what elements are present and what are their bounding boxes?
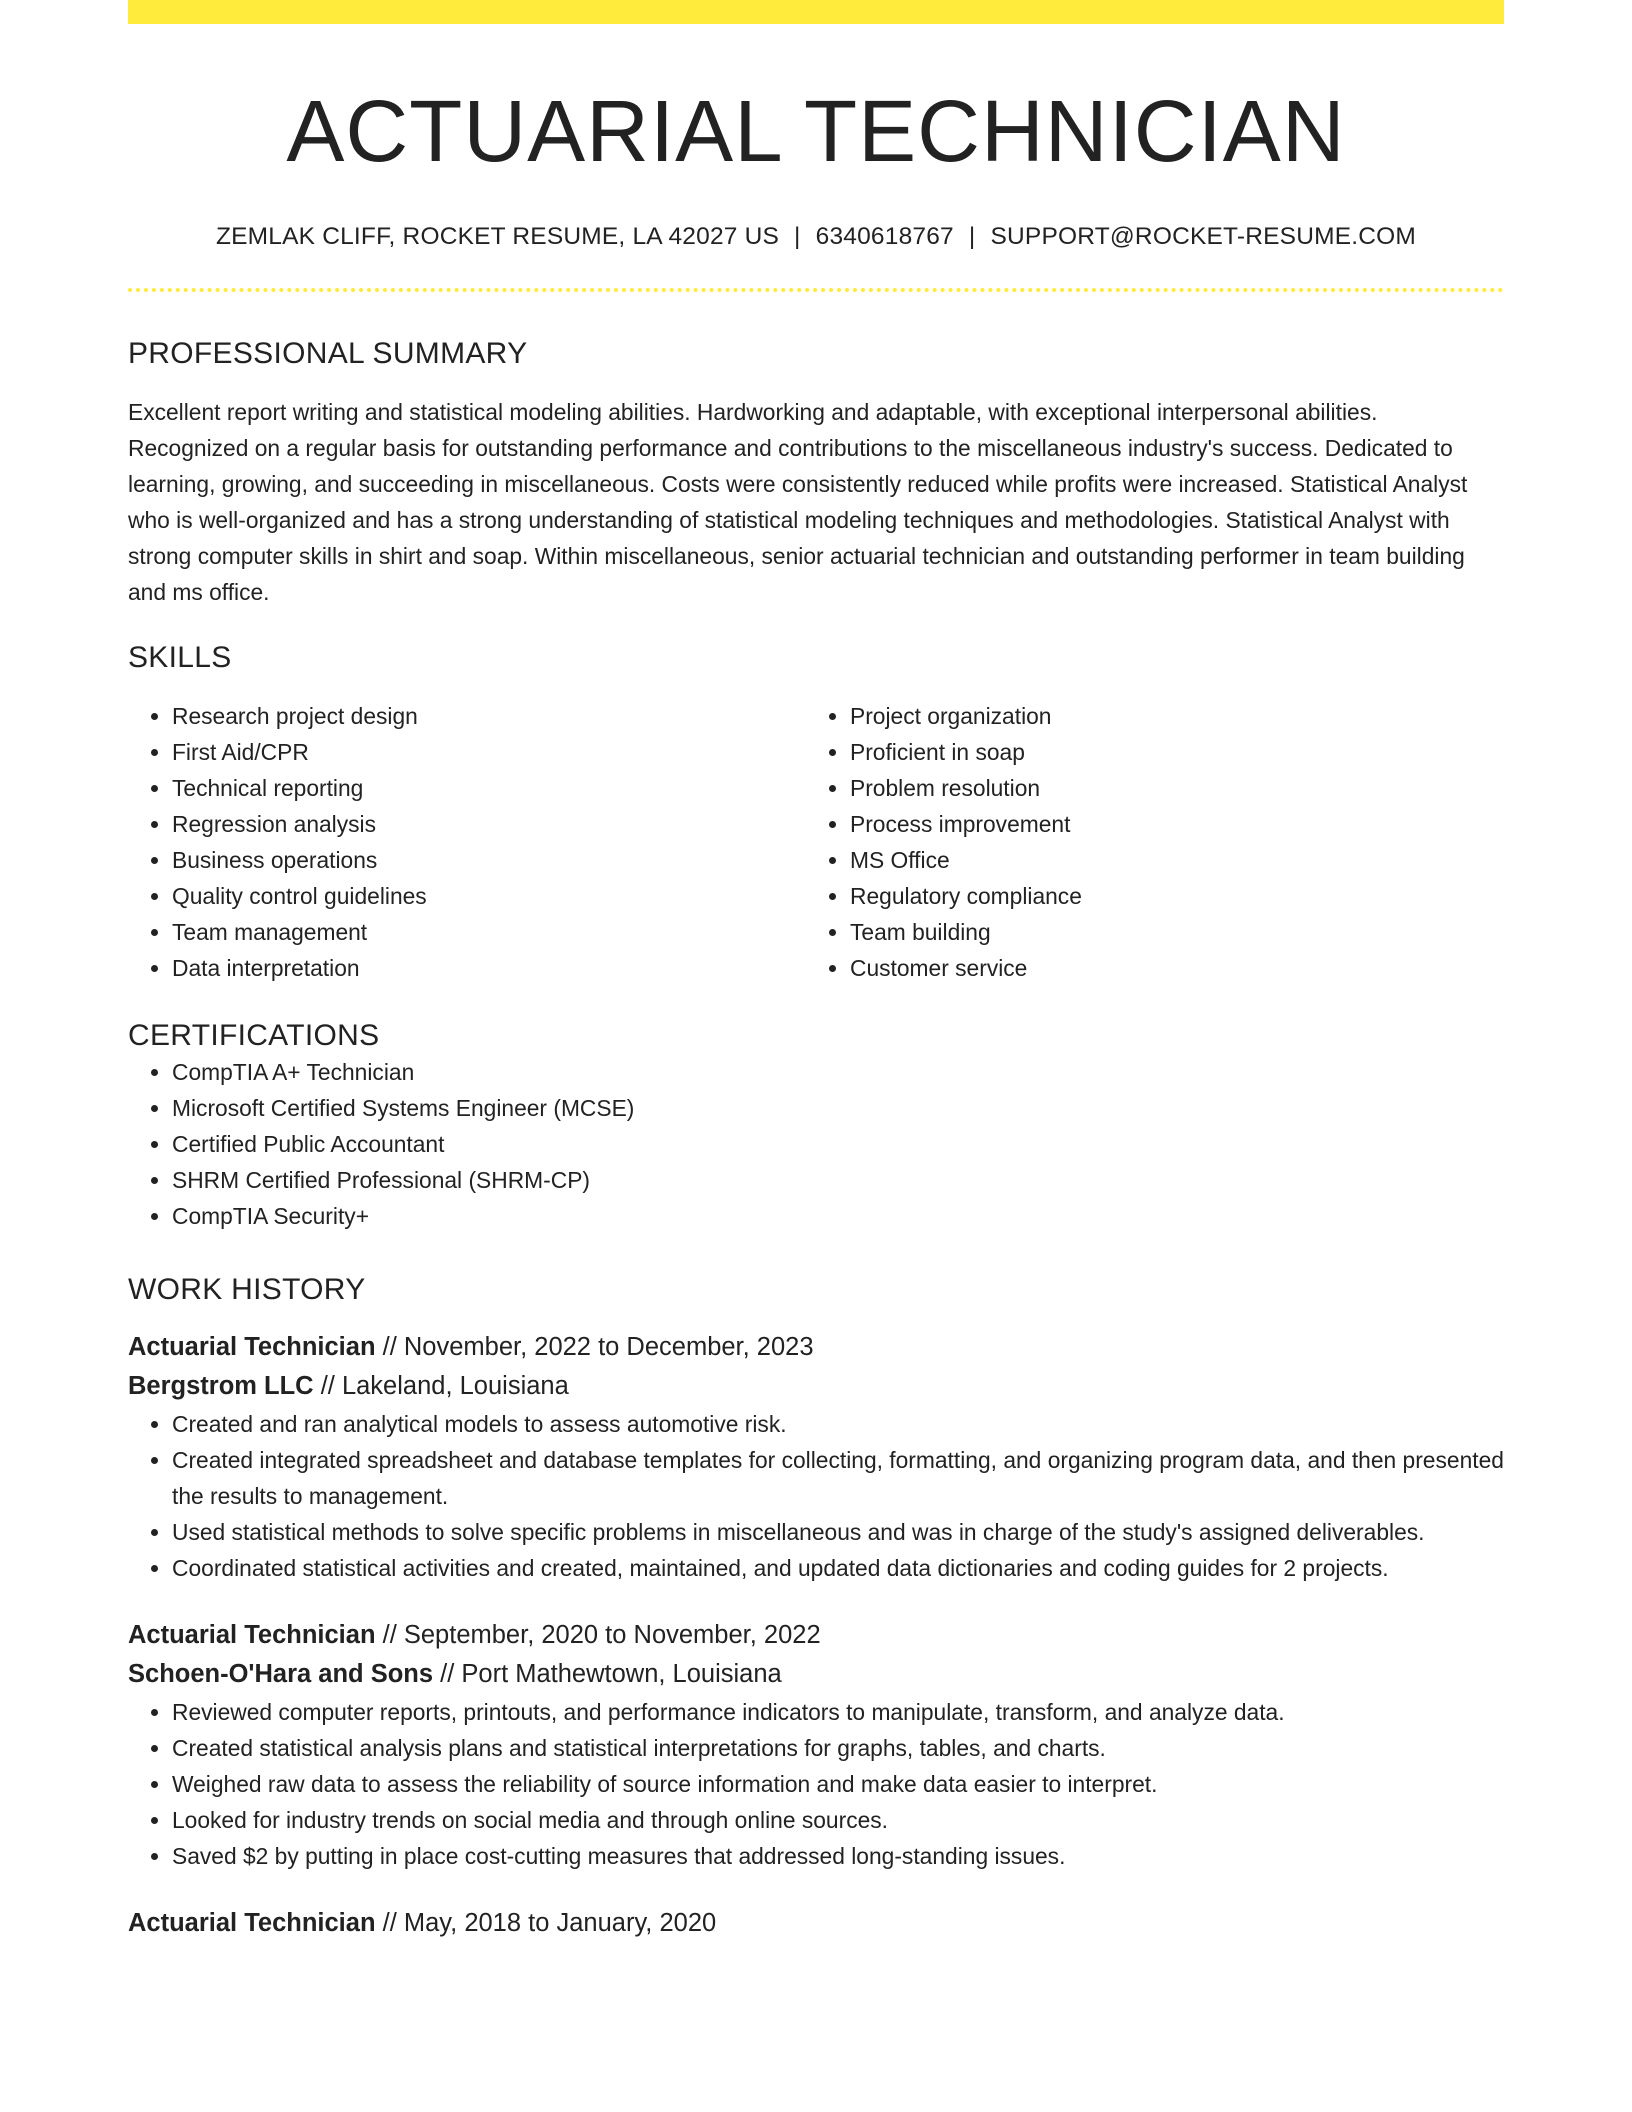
job-bullet: • Reviewed computer reports, printouts, and performance indicators to manipulate, transform, and analyze data. xyxy=(172,1694,1504,1730)
job-title-line xyxy=(128,1616,1504,1655)
job-entry xyxy=(128,1328,1504,1586)
job-bullet: • Created statistical analysis plans and statistical interpretations for graphs, tables, and charts. xyxy=(172,1730,1504,1766)
resume-page xyxy=(128,0,1504,1943)
accent-top-bar xyxy=(128,0,1504,24)
skill-item: • Process improvement xyxy=(850,806,1484,842)
resume-title: ACTUARIAL TECHNICIAN xyxy=(286,83,1346,180)
skill-item: • Regression analysis xyxy=(172,806,806,842)
job-location: // Port Mathewtown, Louisiana xyxy=(433,1659,782,1688)
contact-address: ZEMLAK CLIFF, ROCKET RESUME, LA 42027 US xyxy=(215,223,780,251)
job-bullet-list xyxy=(128,1406,1504,1586)
skill-item: • Data interpretation xyxy=(172,950,806,986)
work-history-heading: WORK HISTORY xyxy=(128,1272,366,1306)
job-location: // Lakeland, Louisiana xyxy=(313,1371,569,1400)
job-title: Actuarial Technician xyxy=(128,1332,376,1361)
job-company-line xyxy=(128,1655,1504,1694)
job-bullet-list xyxy=(128,1694,1504,1874)
skills-heading: SKILLS xyxy=(128,640,232,674)
contact-separator: | xyxy=(968,223,976,251)
job-bullet: • Looked for industry trends on social media and through online sources. xyxy=(172,1802,1504,1838)
skill-item: • Team management xyxy=(172,914,806,950)
certifications-list xyxy=(128,1054,1504,1234)
job-bullet: • Used statistical methods to solve specific problems in miscellaneous and was in charge of the study's assigned deliverables. xyxy=(172,1514,1504,1550)
job-bullet: • Created and ran analytical models to assess automotive risk. xyxy=(172,1406,1504,1442)
dotted-divider xyxy=(128,288,1504,292)
job-title: Actuarial Technician xyxy=(128,1908,376,1937)
job-title-line xyxy=(128,1904,1504,1943)
job-bullet: • Created integrated spreadsheet and database templates for collecting, formatting, and organizing program data, and then presented the results to management. xyxy=(172,1442,1504,1514)
contact-email: SUPPORT@ROCKET-RESUME.COM xyxy=(990,223,1417,251)
certification-item: • CompTIA Security+ xyxy=(172,1198,1504,1234)
certification-item: • Certified Public Accountant xyxy=(172,1126,1504,1162)
certification-item: • Microsoft Certified Systems Engineer (MCSE) xyxy=(172,1090,1504,1126)
job-company: Bergstrom LLC xyxy=(128,1371,314,1400)
certifications-heading: CERTIFICATIONS xyxy=(128,1018,380,1052)
skill-item: • Research project design xyxy=(172,698,806,734)
skill-item: • Business operations xyxy=(172,842,806,878)
certification-item: • SHRM Certified Professional (SHRM-CP) xyxy=(172,1162,1504,1198)
skill-item: • Team building xyxy=(850,914,1484,950)
contact-line xyxy=(128,222,1504,251)
job-company: Schoen-O'Hara and Sons xyxy=(128,1659,434,1688)
certification-item: • CompTIA A+ Technician xyxy=(172,1054,1504,1090)
skill-item: • Project organization xyxy=(850,698,1484,734)
skills-right-list xyxy=(806,698,1484,986)
skill-item: • Technical reporting xyxy=(172,770,806,806)
job-bullet: • Coordinated statistical activities and created, maintained, and updated data dictionaries and coding guides for 2 projects. xyxy=(172,1550,1504,1586)
job-entry xyxy=(128,1616,1504,1874)
contact-phone: 6340618767 xyxy=(815,223,954,251)
job-dates: // November, 2022 to December, 2023 xyxy=(375,1332,814,1361)
job-dates: // May, 2018 to January, 2020 xyxy=(375,1908,717,1937)
skills-left-list xyxy=(128,698,806,986)
skill-item: • Proficient in soap xyxy=(850,734,1484,770)
job-title: Actuarial Technician xyxy=(128,1620,376,1649)
skill-item: • MS Office xyxy=(850,842,1484,878)
job-title-line xyxy=(128,1328,1504,1367)
summary-text: Excellent report writing and statistical modeling abilities. Hardworking and adaptable, with exceptional interpersonal abilities. Recognized on a regular basis for outstanding performance and contributions to the miscellaneous industry's success. Dedicated to learning, growing, and succeeding in miscellaneous. Costs were consistently reduced while profits were increased. Statistical Analyst who is well-organized and has a strong understanding of statistical modeling techniques and methodologies. Statistical Analyst with strong computer skills in shirt and soap. Within miscellaneous, senior actuarial technician and outstanding performer in team building and ms office. xyxy=(128,398,1468,605)
skill-item: • First Aid/CPR xyxy=(172,734,806,770)
skill-item: • Quality control guidelines xyxy=(172,878,806,914)
skill-item: • Regulatory compliance xyxy=(850,878,1484,914)
skill-item: • Problem resolution xyxy=(850,770,1484,806)
contact-separator: | xyxy=(794,223,801,251)
job-bullet: • Saved $2 by putting in place cost-cutting measures that addressed long-standing issues. xyxy=(172,1838,1504,1874)
job-bullet: • Weighed raw data to assess the reliability of source information and make data easier to interpret. xyxy=(172,1766,1504,1802)
skill-item: • Customer service xyxy=(850,950,1484,986)
job-company-line xyxy=(128,1367,1504,1406)
summary-heading: PROFESSIONAL SUMMARY xyxy=(128,336,528,370)
skills-columns xyxy=(128,698,1504,986)
job-entry xyxy=(128,1904,1504,1943)
job-dates: // September, 2020 to November, 2022 xyxy=(375,1620,821,1649)
